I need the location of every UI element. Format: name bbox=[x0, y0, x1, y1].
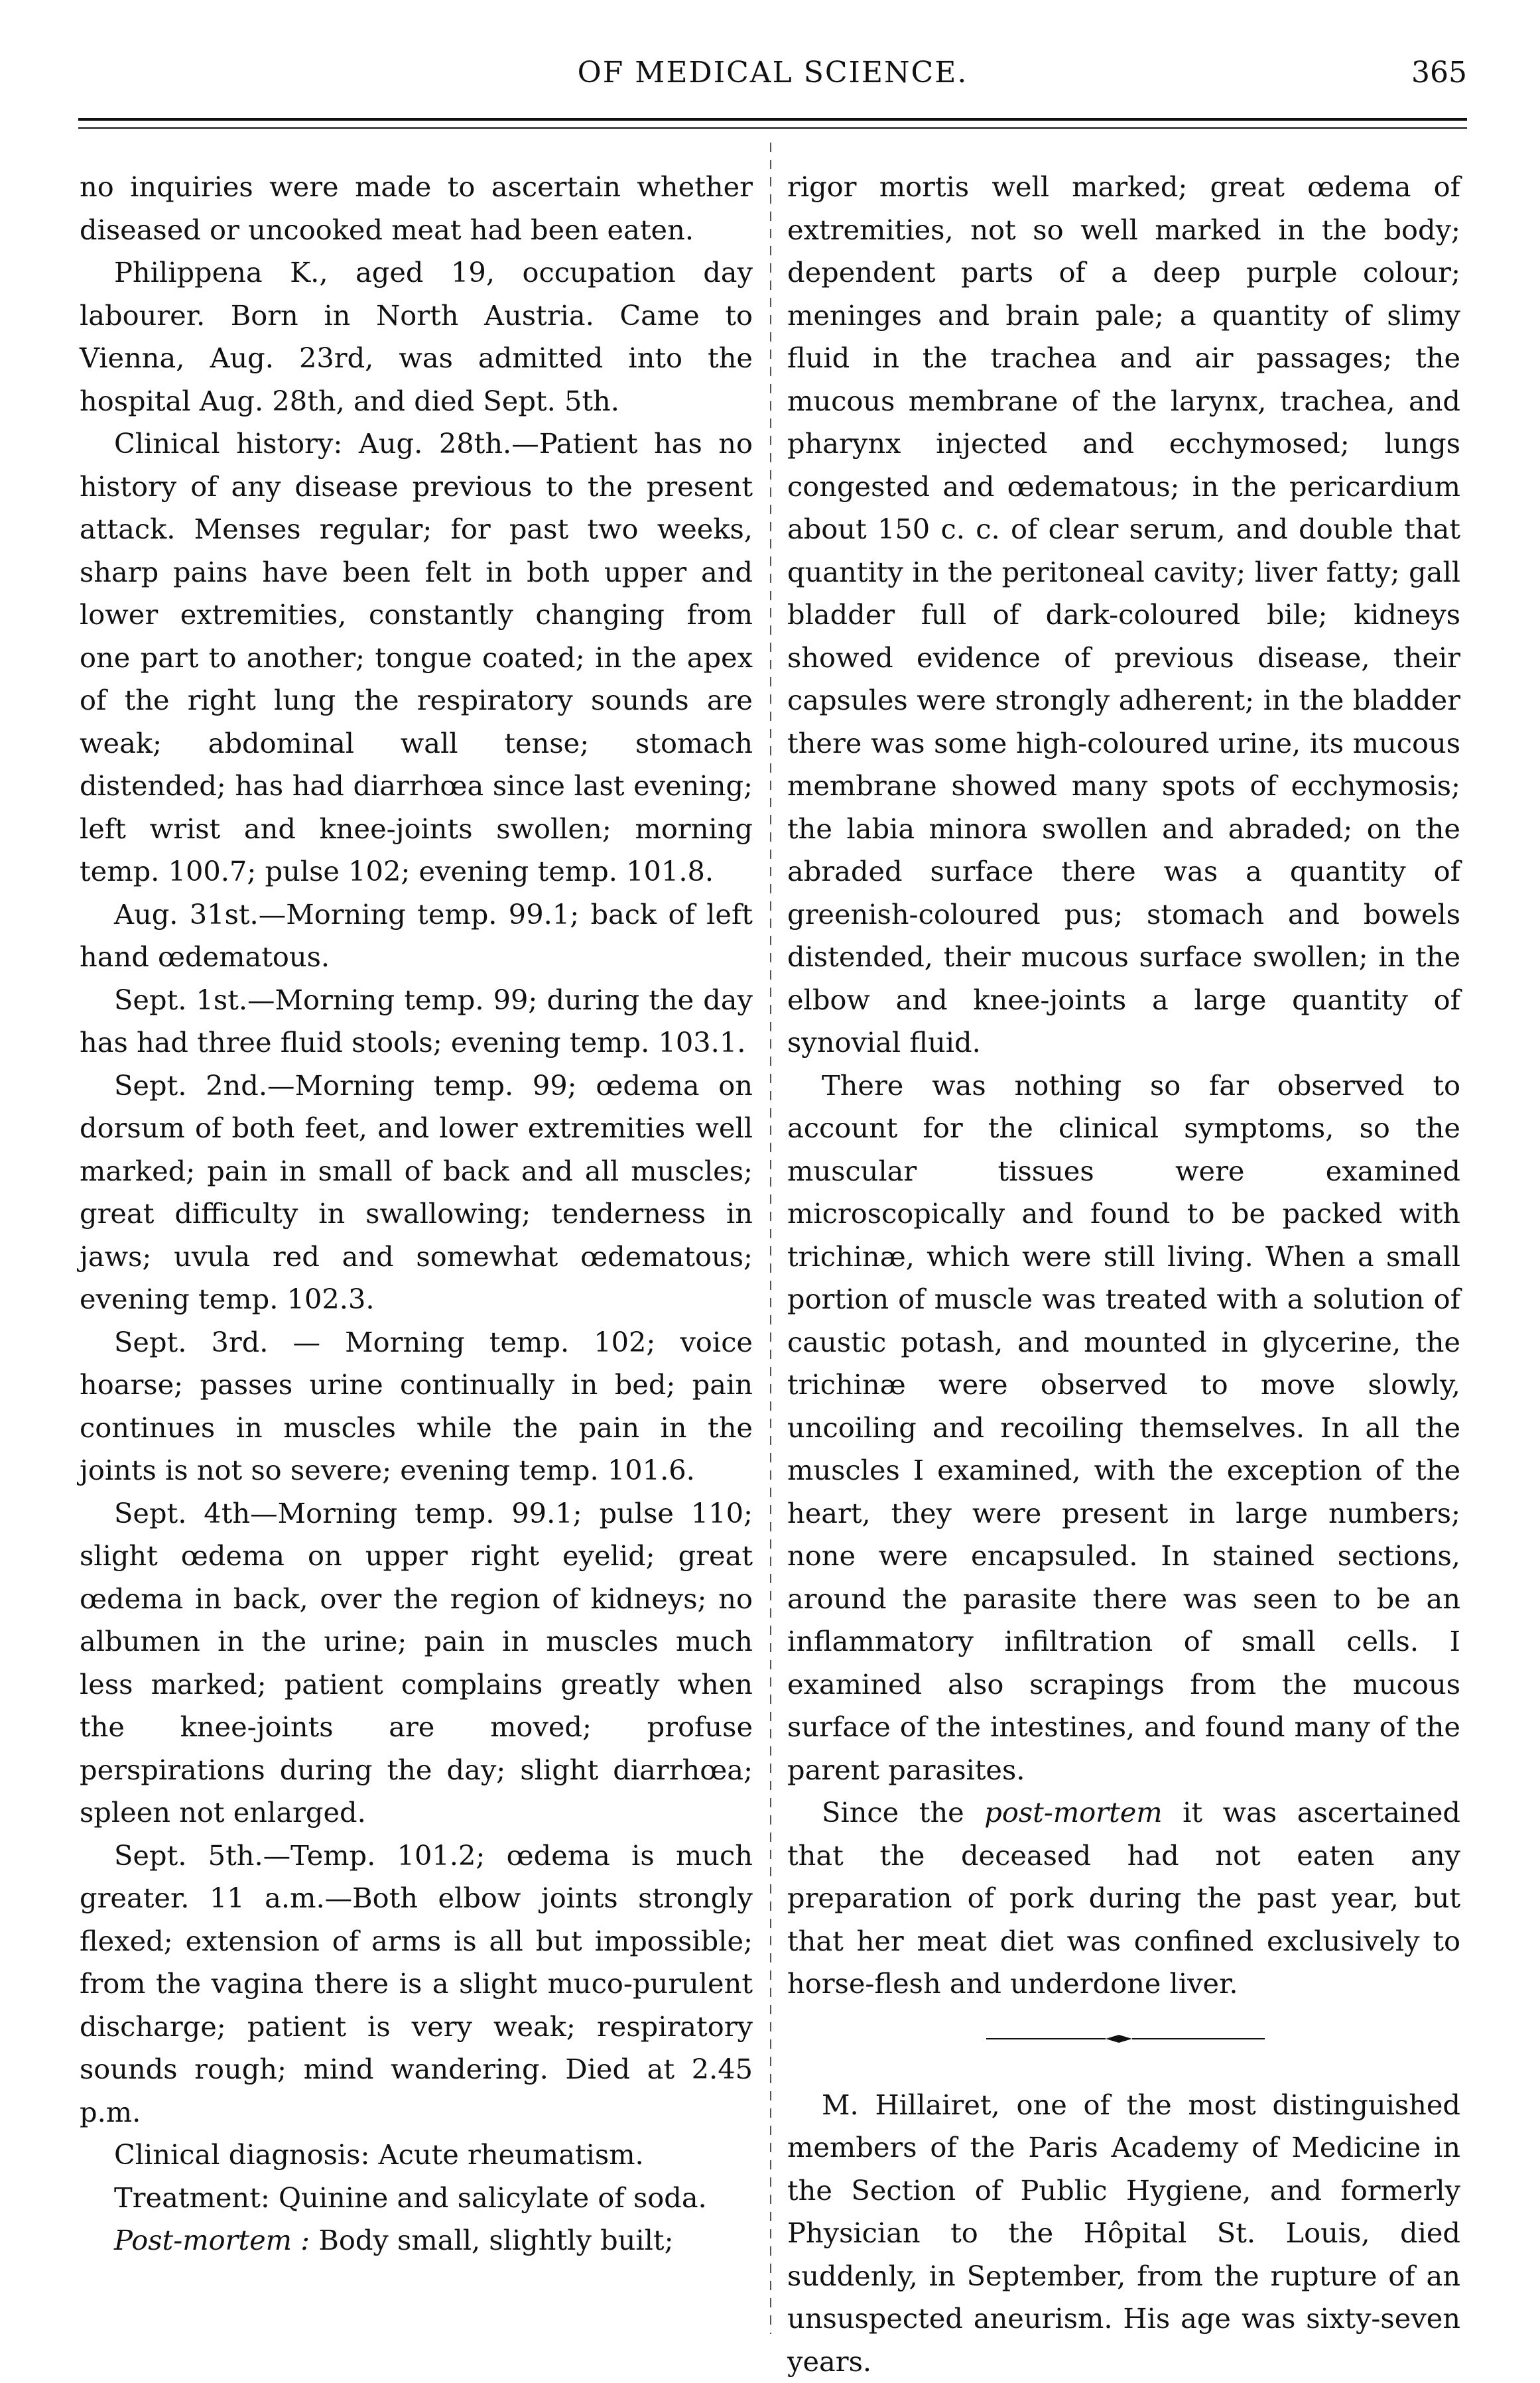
section-ornament bbox=[787, 2006, 1460, 2084]
page-header bbox=[78, 52, 1467, 111]
ornament-rule-icon bbox=[986, 2026, 1265, 2052]
running-title: OF MEDICAL SCIENCE. bbox=[78, 56, 1467, 90]
header-rule-thin bbox=[78, 127, 1467, 129]
paragraph: Clinical history: Aug. 28th.—Patient has no history of any disease previous to the present attack. Menses regular; for past two weeks, sharp pains have been felt in both upper and lower extremities, constantly changing from one part to another; tongue coated; in the apex of the right lung the respiratory sounds are weak; abdominal wall tense; stomach distended; has had diarrhœa since last evening; left wrist and knee-joints swollen; morning temp. 100.7; pulse 102; evening temp. 101.8. bbox=[80, 422, 753, 893]
paragraph: Sept. 4th—Morning temp. 99.1; pulse 110; slight œdema on upper right eyelid; great œdema in back, over the region of kidneys; no albumen in the urine; pain in muscles much less marked; patient complains greatly when the knee-joints are moved; profuse perspirations during the day; slight diarrhœa; spleen not enlarged. bbox=[80, 1492, 753, 1835]
paragraph: There was nothing so far observed to account for the clinical symptoms, so the muscular tissues were examined microscopically and found to be packed with trichinæ, which were still living. When a small portion of muscle was treated with a solution of caustic potash, and mounted in glycerine, the trichinæ were observed to move slowly, uncoiling and recoiling themselves. In all the muscles I examined, with the exception of the heart, they were present in large numbers; none were encapsuled. In stained sections, around the parasite there was seen to be an inflammatory infiltration of small cells. I examined also scrapings from the mucous surface of the intestines, and found many of the parent parasites. bbox=[787, 1064, 1460, 1792]
paragraph: rigor mortis well marked; great œdema of extremities, not so well marked in the body; dependent parts of a deep purple colour; meninges and brain pale; a quantity of slimy fluid in the trachea and air passages; the mucous membrane of the larynx, trachea, and pharynx injected and ecchymosed; lungs congested and œdematous; in the pericardium about 150 c. c. of clear serum, and double that quantity in the peritoneal cavity; liver fatty; gall bladder full of dark-coloured bile; kidneys showed evidence of previous disease, their capsules were strongly adherent; in the bladder there was some high-coloured urine, its mucous membrane showed many spots of ecchymosis; the labia minora swollen and abraded; on the abraded surface there was a quantity of greenish-coloured pus; stomach and bowels distended, their mucous surface swollen; in the elbow and knee-joints a large quantity of synovial fluid. bbox=[787, 166, 1460, 1064]
column-divider bbox=[770, 143, 771, 2334]
left-column bbox=[80, 166, 753, 2262]
paragraph: Sept. 3rd. — Morning temp. 102; voice hoarse; passes urine continually in bed; pain continues in muscles while the pain in the joints is not so severe; evening temp. 101.6. bbox=[80, 1321, 753, 1492]
paragraph: Sept. 2nd.—Morning temp. 99; œdema on dorsum of both feet, and lower extremities well marked; pain in small of back and all muscles; great difficulty in swallowing; tenderness in jaws; uvula red and somewhat œdematous; evening temp. 102.3. bbox=[80, 1064, 753, 1321]
header-rule-thick bbox=[78, 118, 1467, 121]
paragraph: Aug. 31st.—Morning temp. 99.1; back of left hand œdematous. bbox=[80, 893, 753, 979]
obituary-paragraph: M. Hillairet, one of the most distinguished members of the Paris Academy of Medicine in the Section of Public Hygiene, and formerly Physician to the Hôpital St. Louis, died suddenly, in September, from the rupture of an unsuspected aneurism. His age was sixty-seven years. bbox=[787, 2084, 1460, 2383]
right-column bbox=[787, 166, 1460, 2383]
paragraph: Clinical diagnosis: Acute rheumatism. bbox=[80, 2134, 753, 2177]
paragraph-text: it was ascertained that the deceased had not eaten any preparation of pork during the past year, but that her meat diet was confined exclusively to horse-flesh and underdone liver. bbox=[787, 1796, 1460, 2000]
paragraph-text: Since the bbox=[822, 1796, 984, 1829]
paragraph-text: Body small, slightly built; bbox=[310, 2224, 673, 2256]
paragraph: Sept. 5th.—Temp. 101.2; œdema is much greater. 11 a.m.—Both elbow joints strongly flexed; extension of arms is all but impossible; from the vagina there is a slight muco-purulent discharge; patient is very weak; respiratory sounds rough; mind wandering. Died at 2.45 p.m. bbox=[80, 1835, 753, 2134]
paragraph: no inquiries were made to ascertain whether diseased or uncooked meat had been eaten. bbox=[80, 166, 753, 251]
page-number: 365 bbox=[1411, 56, 1467, 90]
paragraph: Treatment: Quinine and salicylate of soda. bbox=[80, 2177, 753, 2220]
paragraph: Sept. 1st.—Morning temp. 99; during the day has had three fluid stools; evening temp. 103.1. bbox=[80, 979, 753, 1064]
post-mortem-paragraph bbox=[80, 2219, 753, 2262]
paragraph: Philippena K., aged 19, occupation day labourer. Born in North Austria. Came to Vienna, Aug. 23rd, was admitted into the hospital Aug. 28th, and died Sept. 5th. bbox=[80, 251, 753, 422]
italic-label: Post-mortem : bbox=[114, 2224, 310, 2256]
italic-term: post-mortem bbox=[984, 1796, 1162, 1829]
since-paragraph bbox=[787, 1791, 1460, 2006]
